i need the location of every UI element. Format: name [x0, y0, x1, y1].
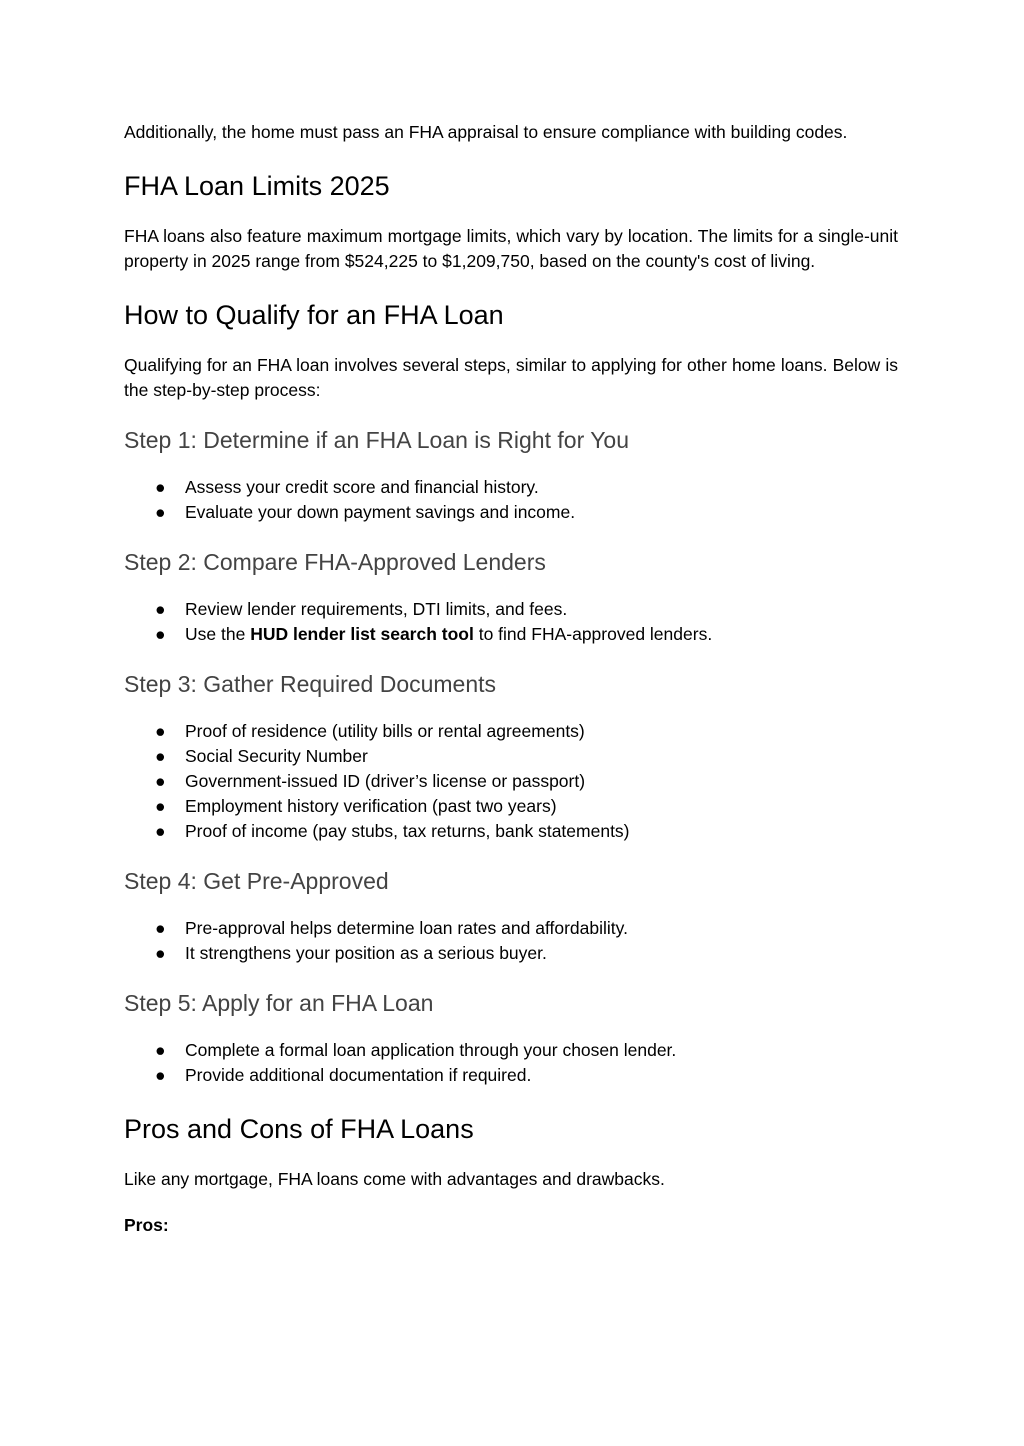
list-item: [124, 719, 898, 744]
step-5-list: [124, 1038, 898, 1088]
list-item: [124, 941, 898, 966]
list-item: [124, 769, 898, 794]
step-1-list: [124, 475, 898, 525]
list-item-text: Pre-approval helps determine loan rates and affordability.: [185, 918, 628, 938]
list-item: [124, 500, 898, 525]
list-item-text: Complete a formal loan application through your chosen lender.: [185, 1040, 677, 1060]
bullet-icon: ●: [155, 918, 166, 938]
list-item-text-before: Use the: [185, 624, 251, 644]
list-item: [124, 819, 898, 844]
pros-label: Pros:: [124, 1215, 169, 1235]
list-item: [124, 794, 898, 819]
list-item-text: Proof of income (pay stubs, tax returns, bank statements): [185, 821, 630, 841]
bullet-icon: ●: [155, 771, 166, 791]
bullet-icon: ●: [155, 796, 166, 816]
heading-loan-limits: FHA Loan Limits 2025: [124, 171, 390, 201]
intro-paragraph: Additionally, the home must pass an FHA appraisal to ensure compliance with building codes.: [124, 122, 848, 142]
bullet-icon: ●: [155, 477, 166, 497]
list-item-text: Proof of residence (utility bills or rental agreements): [185, 721, 585, 741]
bullet-icon: ●: [155, 721, 166, 741]
bullet-icon: ●: [155, 599, 166, 619]
list-item: [124, 622, 898, 647]
list-item-text: Employment history verification (past two years): [185, 796, 557, 816]
step-5-heading: Step 5: Apply for an FHA Loan: [124, 990, 434, 1016]
bullet-icon: ●: [155, 1040, 166, 1060]
step-4-list: [124, 916, 898, 966]
list-item-text: Social Security Number: [185, 746, 368, 766]
loan-limits-paragraph: FHA loans also feature maximum mortgage limits, which vary by location. The limits for a single-unit property in 2025 range from $524,225 to $1,209,750, based on the county's cost of living.: [124, 226, 898, 271]
list-item: [124, 744, 898, 769]
list-item-text: Evaluate your down payment savings and income.: [185, 502, 576, 522]
step-1-heading: Step 1: Determine if an FHA Loan is Right for You: [124, 427, 630, 453]
list-item-text: Provide additional documentation if required.: [185, 1065, 532, 1085]
bullet-icon: ●: [155, 943, 166, 963]
list-item: [124, 475, 898, 500]
step-4-heading: Step 4: Get Pre-Approved: [124, 868, 389, 894]
pros-cons-paragraph: Like any mortgage, FHA loans come with advantages and drawbacks.: [124, 1169, 665, 1189]
document-page: [124, 120, 898, 1238]
bullet-icon: ●: [155, 502, 166, 522]
list-item-text: Government-issued ID (driver’s license or passport): [185, 771, 586, 791]
step-2-list: [124, 597, 898, 647]
list-item: [124, 1038, 898, 1063]
list-item-text-after: to find FHA-approved lenders.: [473, 624, 713, 644]
list-item: [124, 916, 898, 941]
heading-pros-cons: Pros and Cons of FHA Loans: [124, 1114, 474, 1144]
hud-lender-tool-link[interactable]: HUD lender list search tool: [250, 624, 474, 644]
list-item-text: Review lender requirements, DTI limits, and fees.: [185, 599, 568, 619]
step-2-heading: Step 2: Compare FHA-Approved Lenders: [124, 549, 546, 575]
bullet-icon: ●: [155, 1065, 166, 1085]
bullet-icon: ●: [155, 821, 166, 841]
bullet-icon: ●: [155, 746, 166, 766]
step-3-list: [124, 719, 898, 844]
list-item: [124, 597, 898, 622]
list-item-text: Assess your credit score and financial history.: [185, 477, 539, 497]
bullet-icon: ●: [155, 624, 166, 644]
list-item-text: It strengthens your position as a serious buyer.: [185, 943, 547, 963]
heading-how-to-qualify: How to Qualify for an FHA Loan: [124, 300, 504, 330]
qualify-paragraph: Qualifying for an FHA loan involves several steps, similar to applying for other home loans. Below is the step-by-step process:: [124, 355, 898, 400]
step-3-heading: Step 3: Gather Required Documents: [124, 671, 497, 697]
list-item: [124, 1063, 898, 1088]
